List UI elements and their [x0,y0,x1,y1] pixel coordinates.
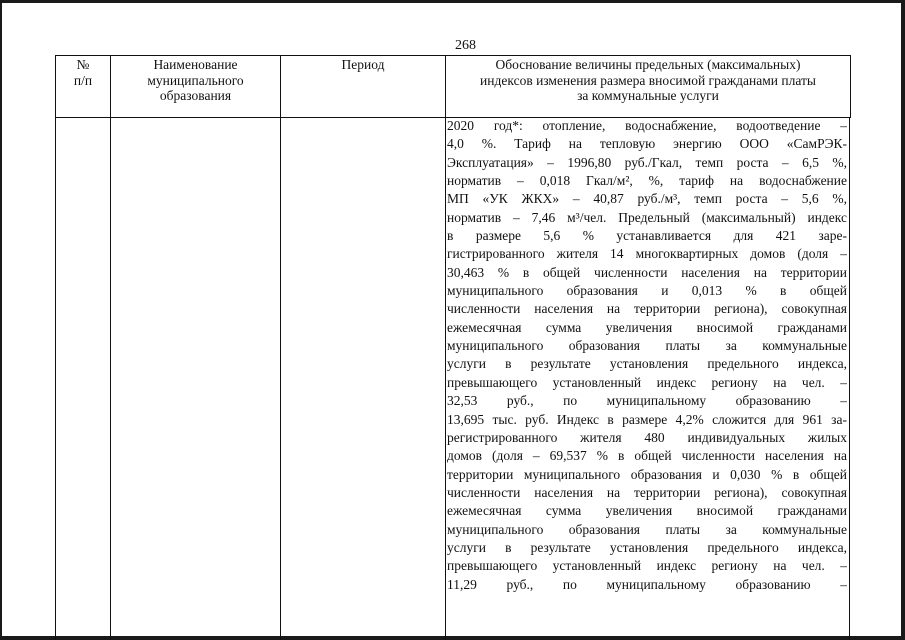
text-line: превышающего установленный индекс региону на чел. – [447,558,847,574]
column-border-left [55,118,56,640]
page-frame-top [0,0,905,3]
header-row [56,56,851,118]
page-number: 268 [455,38,476,53]
text-line: услуги в результате установления предельного индекса, [447,539,847,555]
column-border-number [110,118,111,640]
text-line: гистрированного жителя 14 многоквартирных домов (доля – [447,246,847,262]
text-line: Эксплуатация» – 1996,80 руб./Гкал, темп роста – 6,5 %, [447,154,847,170]
page-frame-right [901,0,905,640]
text-line: МП «УК ЖКХ» – 40,87 руб./м³, темп роста – 5,6 %, [447,191,847,207]
text-line: муниципального образования платы за коммунальные [447,521,847,537]
text-line: услуги в результате установления предельного индекса, [447,356,847,372]
header-cell-number: № п/п [56,56,111,118]
text-line: 32,53 руб., по муниципальному образованию – [447,393,847,409]
text-line: ежемесячная сумма увеличения вносимой гражданами [447,319,847,335]
text-line: ежемесячная сумма увеличения вносимой гражданами [447,503,847,519]
page-frame-left [0,0,2,640]
column-border-municipality [280,118,281,640]
column-border-right [849,118,850,640]
page-frame-bottom [0,636,905,640]
header-cell-municipality: Наименование муниципального образования [111,56,281,118]
header-cell-period: Период [281,56,446,118]
text-line: норматив – 0,018 Гкал/м², %, тариф на водоснабжение [447,173,847,189]
text-line: 30,463 % в общей численности населения на территории [447,264,847,280]
text-line: регистрированного жителя 480 индивидуальных жилых [447,429,847,445]
text-line: муниципального образования и 0,013 % в общей [447,283,847,299]
justification-text [447,117,847,594]
text-line: численности населения на территории региона), совокупная [447,484,847,500]
column-border-period [445,118,446,640]
text-line: превышающего установленный индекс региону на чел. – [447,374,847,390]
header-cell-justification: Обоснование величины предельных (максимальных) индексов изменения размера вносимой гражданами платы за коммунальные услуги [446,56,851,118]
text-line: домов (доля – 69,537 % в общей численности населения на [447,448,847,464]
text-line: 2020 год*: отопление, водоснабжение, водоотведение – [447,118,847,133]
text-line: 13,695 тыс. руб. Индекс в размере 4,2% сложится для 961 за- [447,411,847,427]
text-line: норматив – 7,46 м³/чел. Предельный (максимальный) индекс [447,209,847,225]
text-line: в размере 5,6 % устанавливается для 421 заре- [447,228,847,244]
text-line: муниципального образования платы за коммунальные [447,338,847,354]
text-line: территории муниципального образования и 0,030 % в общей [447,466,847,482]
text-line: 11,29 руб., по муниципальному образованию – [447,576,847,592]
text-line: численности населения на территории региона), совокупная [447,301,847,317]
text-line: 4,0 %. Тариф на тепловую энергию ООО «СамРЭК- [447,136,847,152]
header-table [55,55,851,118]
